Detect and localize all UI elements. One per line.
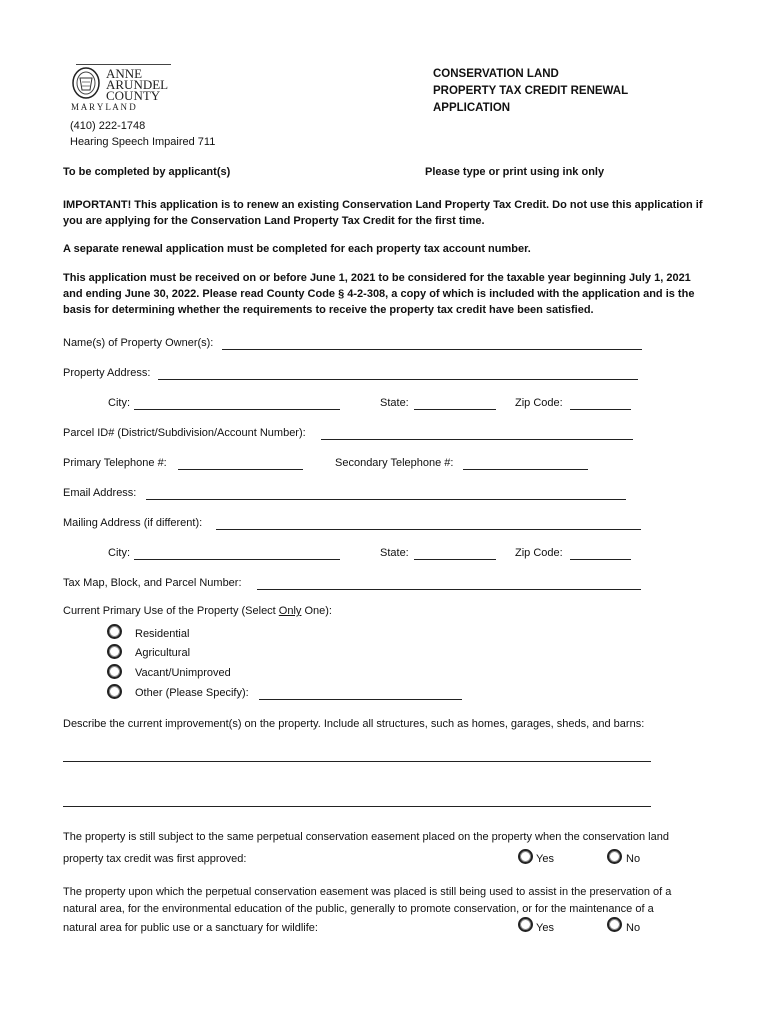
deadline-notice: This application must be received on or before June 1, 2021 to be considered for the taxable year beginning July 1, 2021 and ending June 30, 2022. Please read County Code § 4-2-308, a copy of which is included with the application and is the basis for determining whether the requirements to receive the property tax credit have been satisfied.	[63, 272, 695, 316]
easement-q1-line-2: property tax credit was first approved:	[63, 853, 247, 865]
parcel-label: Parcel ID# (District/Subdivision/Account Number):	[63, 427, 306, 439]
secondary-phone-field[interactable]	[463, 469, 588, 470]
easement-q1-yes-radio[interactable]	[518, 849, 533, 864]
improvements-field-1[interactable]	[63, 761, 651, 762]
form-title-line-1: CONSERVATION LAND	[433, 68, 559, 80]
separate-application-notice: A separate renewal application must be completed for each property tax account number.	[63, 243, 531, 255]
state-label: State:	[380, 397, 409, 409]
easement-q2-yes-label: Yes	[536, 922, 554, 934]
taxmap-label: Tax Map, Block, and Parcel Number:	[63, 577, 242, 589]
improvements-field-2[interactable]	[63, 806, 651, 807]
use-question-only: Only	[278, 605, 302, 617]
easement-q1-no-label: No	[626, 853, 641, 865]
use-other-radio[interactable]	[107, 684, 122, 699]
county-seal-icon	[71, 66, 101, 100]
city-label: City:	[108, 397, 130, 409]
use-other-label: Other (Please Specify):	[135, 687, 249, 699]
easement-q1-line-1: The property is still subject to the same perpetual conservation easement placed on the property when the conservation land	[63, 831, 669, 843]
easement-q2-yes-radio[interactable]	[518, 917, 533, 932]
hearing-impaired-line: Hearing Speech Impaired 711	[70, 136, 216, 148]
taxmap-field[interactable]	[257, 589, 641, 590]
use-vacant-label: Vacant/Unimproved	[135, 667, 231, 679]
logo-line-anne: ANNE	[106, 66, 143, 81]
use-agricultural-radio[interactable]	[107, 644, 122, 659]
city2-field[interactable]	[134, 559, 340, 560]
state2-field[interactable]	[414, 559, 496, 560]
use-question-pre: Current Primary Use of the Property (Select	[63, 605, 279, 617]
use-residential-label: Residential	[135, 628, 190, 640]
state-field[interactable]	[414, 409, 496, 410]
owner-field[interactable]	[222, 349, 642, 350]
use-question-post: One):	[301, 605, 332, 617]
parcel-field[interactable]	[321, 439, 633, 440]
state2-label: State:	[380, 547, 409, 559]
zip2-field[interactable]	[570, 559, 631, 560]
mailing-field[interactable]	[216, 529, 641, 530]
easement-q2-line-3: natural area for public use or a sanctuary for wildlife:	[63, 922, 318, 934]
form-title-line-2: PROPERTY TAX CREDIT RENEWAL	[433, 85, 629, 97]
improvements-question: Describe the current improvement(s) on the property. Include all structures, such as homes, garages, sheds, and barns:	[63, 718, 645, 730]
address-label: Property Address:	[63, 367, 151, 379]
city2-label: City:	[108, 547, 130, 559]
email-field[interactable]	[146, 499, 626, 500]
zip-field[interactable]	[570, 409, 631, 410]
easement-q2-no-radio[interactable]	[607, 917, 622, 932]
address-field[interactable]	[158, 379, 638, 380]
primary-phone-field[interactable]	[178, 469, 303, 470]
form-title-line-3: APPLICATION	[433, 102, 511, 114]
owner-label: Name(s) of Property Owner(s):	[63, 337, 214, 349]
important-notice: IMPORTANT! This application is to renew an existing Conservation Land Property Tax Credit. Do not use this application if you are applying for the Conservation Land Property Tax Credit for the first time.	[63, 199, 703, 227]
email-label: Email Address:	[63, 487, 137, 499]
logo-line-arundel: ARUNDEL	[106, 77, 169, 92]
phone-number: (410) 222-1748	[70, 120, 146, 132]
zip-label: Zip Code:	[515, 397, 563, 409]
zip2-label: Zip Code:	[515, 547, 563, 559]
logo-line-county: COUNTY	[106, 88, 161, 103]
easement-q2-no-label: No	[626, 922, 641, 934]
easement-q2-line-1: The property upon which the perpetual conservation easement was placed is still being used to assist in the preservation of a	[63, 886, 672, 898]
applicant-note: To be completed by applicant(s)	[63, 166, 231, 178]
ink-note: Please type or print using ink only	[425, 166, 605, 178]
use-question	[63, 605, 332, 617]
logo-top-rule	[76, 64, 171, 65]
logo-state: M A R Y L A N D	[71, 102, 136, 112]
easement-q1-yes-label: Yes	[536, 853, 554, 865]
primary-phone-label: Primary Telephone #:	[63, 457, 167, 469]
city-field[interactable]	[134, 409, 340, 410]
easement-q2-line-2: natural area, for the environmental education of the public, generally to promote conservation, or for the maintenance of a	[63, 903, 654, 915]
use-residential-radio[interactable]	[107, 624, 122, 639]
use-agricultural-label: Agricultural	[135, 647, 191, 659]
secondary-phone-label: Secondary Telephone #:	[335, 457, 454, 469]
mailing-label: Mailing Address (if different):	[63, 517, 203, 529]
use-vacant-radio[interactable]	[107, 664, 122, 679]
use-other-field[interactable]	[259, 699, 462, 700]
easement-q1-no-radio[interactable]	[607, 849, 622, 864]
